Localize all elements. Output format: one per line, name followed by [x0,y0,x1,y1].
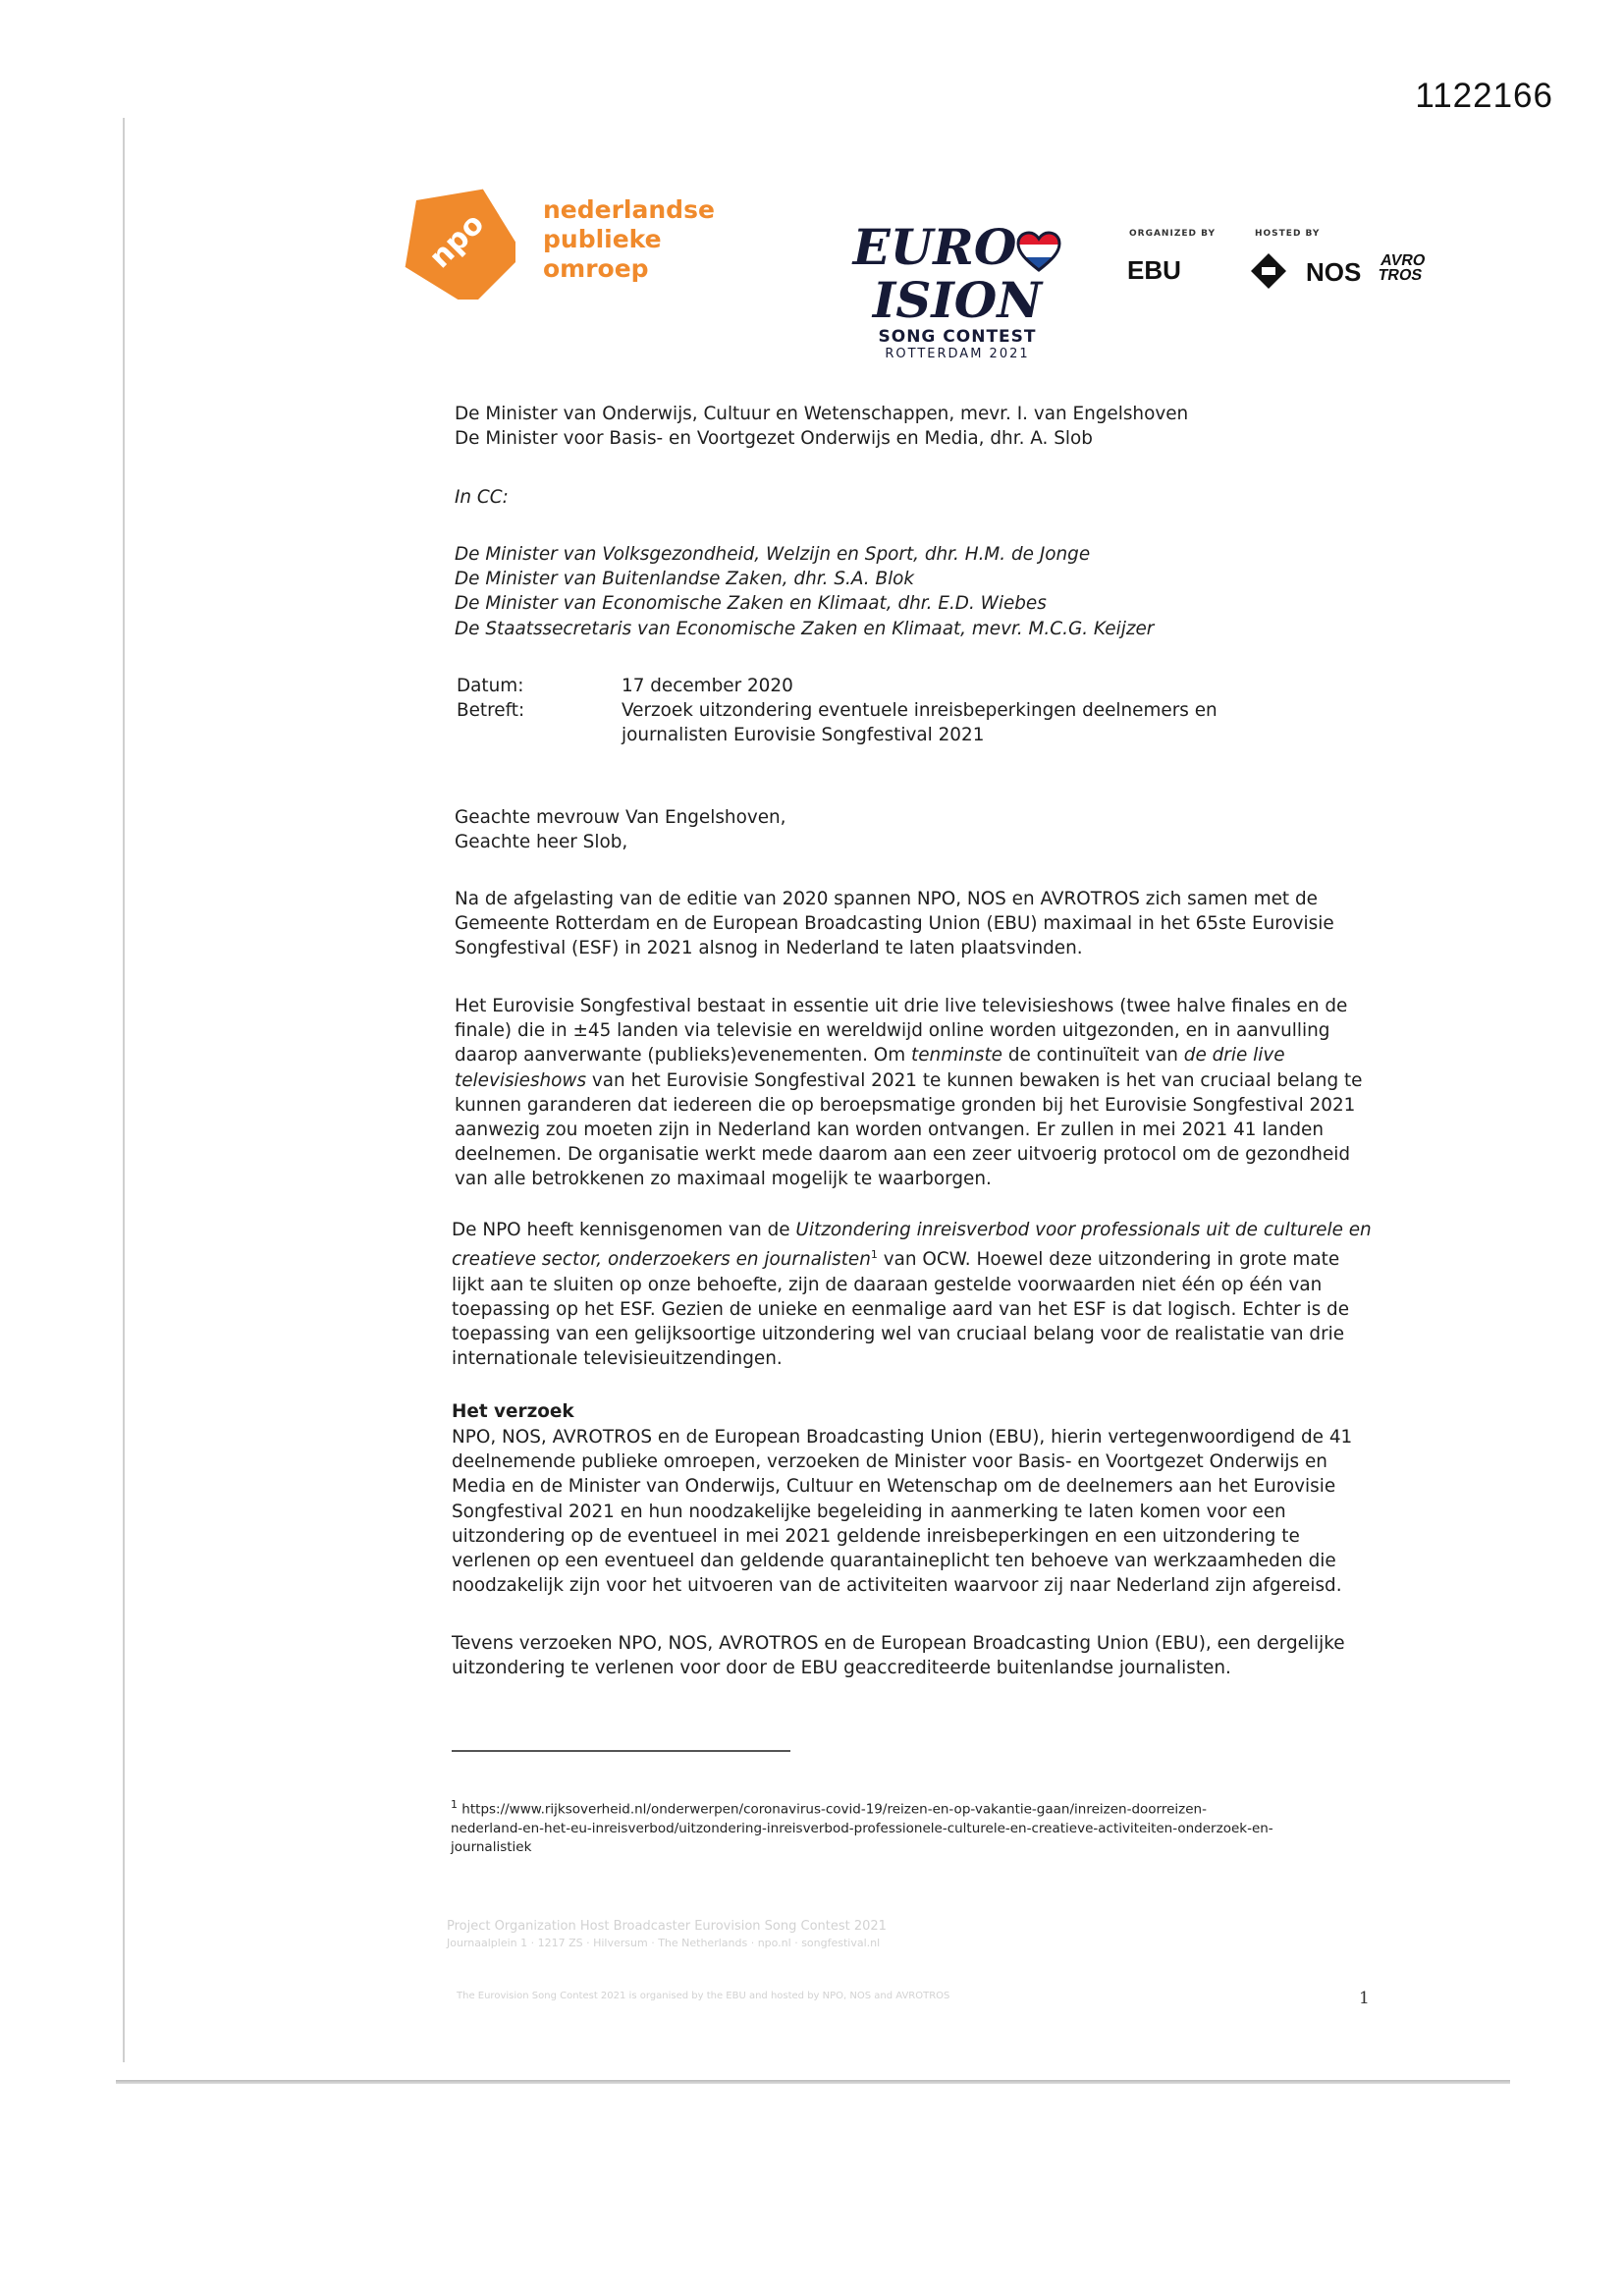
paragraph-context: Het Eurovisie Songfestival bestaat in essentie uit drie live televisieshows (twee halve finales en de finale) die in ±45 landen via televisie en wereldwijd online worden uitgezonden, en in aanvulling daarop aanverwante (publieks)evenementen. Om tenminste de continuïteit van de drie live televisieshows van het Eurovisie Songfestival 2021 te kunnen bewaken is het van cruciaal belang te kunnen garanderen dat iedereen die op beroepsmatige gronden bij het Eurovisie Songfestival 2021 aanwezig zou moeten zijn in Nederland kan worden ontvangen. Er zullen in mei 2021 41 landen deelnemen. De organisatie werkt mede daarom aan een zeer uitvoerig protocol om de gezondheid van alle betrokkenen zo maximaal mogelijk te waarborgen. [455,996,1363,1190]
cc-line: De Minister van Economische Zaken en Klimaat, dhr. E.D. Wiebes [455,593,1047,615]
ebu-logo: EBU [1127,255,1181,285]
request-heading: Het verzoek [452,1401,574,1422]
cc-line: De Staatssecretaris van Economische Zaken en Klimaat, mevr. M.C.G. Keijzer [455,618,1155,639]
cc-list [455,542,1436,641]
ec-word-right: ISION [872,271,1043,329]
subject-value: Verzoek uitzondering eventuele inreisbeperkingen deelnemers en journalisten Eurovisie Songfestival 2021 [622,700,1218,746]
page-number: 1 [1359,1989,1370,2008]
organized-by-label: ORGANIZED BY [1129,229,1216,239]
faint-footer-line-3: The Eurovision Song Contest 2021 is organised by the EBU and hosted by NPO, NOS and AVROTROS [457,1991,950,2001]
paragraph-intro: Na de afgelasting van de editie van 2020 spannen NPO, NOS en AVROTROS zich samen met de Gemeente Rotterdam en de European Broadcasting Union (EBU) maximaal in het 65ste Eurovisie Songfestival (ESF) in 2021 alsnog in Nederland te laten plaatsvinden. [455,889,1334,959]
faint-footer-line-2: Journaalplein 1 · 1217 ZS · Hilversum · The Netherlands · npo.nl · songfestival.nl [447,1937,881,1949]
npo-word-2: publieke [543,225,662,253]
date-value: 17 december 2020 [622,676,793,696]
avrotros-logo: AVRO TROS [1377,252,1427,284]
footnote-url[interactable]: https://www.rijksoverheid.nl/onderwerpen/coronavirus-covid-19/reizen-en-op-vakantie-gaan/inreizen-doorreizen- [461,1801,1207,1818]
document-id: 1122166 [1415,77,1553,115]
recipients [455,402,1436,451]
svg-text:npo: npo [422,206,492,276]
date-label: Datum: [457,676,524,696]
hosted-by-label: HOSTED BY [1255,229,1321,239]
npo-word-3: omroep [543,254,649,283]
recipient-line: De Minister van Onderwijs, Cultuur en Wetenschappen, mevr. I. van Engelshoven [455,404,1189,424]
footnote-mark: 1 [451,1798,458,1811]
ec-song-contest: SONG CONTEST [878,327,1037,347]
scan-edge-line [123,118,125,2062]
paragraph-request: NPO, NOS, AVROTROS en de European Broadcasting Union (EBU), hierin vertegenwoordigend de 41 deelnemende publieke omroepen, verzoeken de Minister voor Basis- en Voortgezet Onderwijs en Media en de Minister van Onderwijs, Cultuur en Wetenschap om de deelnemers aan het Eurovisie Songfestival 2021 en hun noodzakelijke begeleiding in aanmerking te laten komen voor een uitzondering op de eventueel in mei 2021 geldende inreisbeperkingen en een uitzondering te verlenen op een eventueel dan geldende quarantaineplicht ten behoeve van werkzaamheden die noodzakelijk zijn voor het uitvoeren van de activiteiten waarvoor zij naar Nederland zijn afgereisd. [452,1427,1353,1597]
eurovision-logo [830,218,1085,362]
paragraph-journalists: Tevens verzoeken NPO, NOS, AVROTROS en de European Broadcasting Union (EBU), een dergelijke uitzondering te verlenen voor door de EBU geaccrediteerde buitenlandse journalisten. [452,1633,1345,1679]
cc-line: De Minister van Buitenlandse Zaken, dhr. S.A. Blok [455,569,915,590]
flag-heart-icon [1016,231,1061,272]
footnote-ref[interactable]: 1 [870,1248,878,1262]
paragraph-exemption: De NPO heeft kennisgenomen van de Uitzondering inreisverbod voor professionals uit de culturele en creatieve sector, onderzoekers en journalisten$^1$ van OCW. Hoewel deze uitzondering in grote mate lijkt aan te sluiten op onze behoefte, zijn de daaraan gestelde voorwaarden niet één op één van toepassing op het ESF. Gezien de unieke en eenmalige aard van het ESF is dat logisch. Echter is de toepassing van een gelijksoortige uitzondering wel van cruciaal belang voor de realistatie van drie internationale televisieuitzendingen. [452,1220,1372,1370]
recipient-line: De Minister voor Basis- en Voortgezet Onderwijs en Media, dhr. A. Slob [455,428,1093,450]
faint-footer-line-1: Project Organization Host Broadcaster Eurovision Song Contest 2021 [447,1919,887,1934]
subject-label: Betreft: [457,700,525,721]
nos-logo: NOS [1306,257,1362,287]
npo-word-1: nederlandse [543,195,715,224]
footnote-separator [452,1750,790,1752]
nos-mark-icon [1249,251,1288,291]
ec-city-year: ROTTERDAM 2021 [885,347,1030,361]
cc-line: De Minister van Volksgezondheid, Welzijn en Sport, dhr. H.M. de Jonge [455,544,1091,565]
npo-badge-icon [398,182,515,300]
salutation: Geachte mevrouw Van Engelshoven, Geachte heer Slob, [455,807,786,853]
scan-bottom-edge [116,2080,1510,2084]
ec-word-left: EURO [852,218,1017,276]
footnote: $^1$ https://www.rijksoverheid.nl/onderwerpen/coronavirus-covid-19/reizen-en-op-vakantie-gaan/inreizen-doorreizen- nederland-en-het-eu-inreisverbod/uitzondering-inreisverbod-professionele-culturele-en-creatieve-activiteiten-onderzoek-en- journalistiek [451,1798,1273,1855]
cc-label: In CC: [455,487,509,508]
